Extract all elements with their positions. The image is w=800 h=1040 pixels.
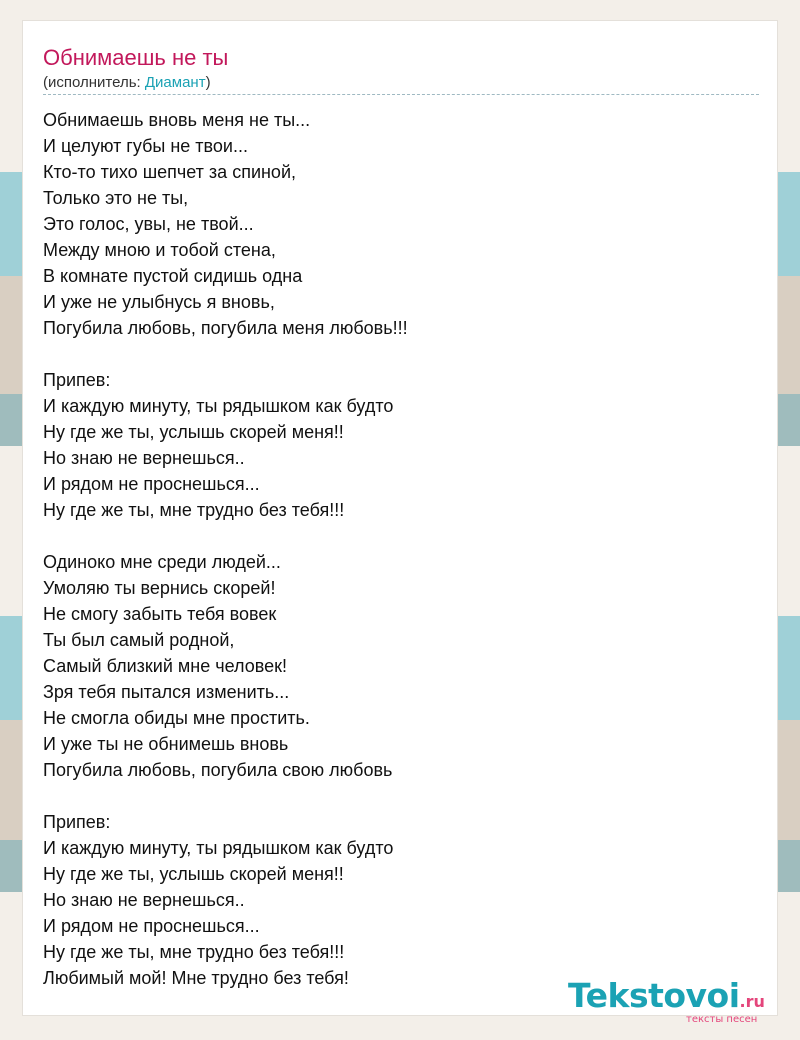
lyric-line: Зря тебя пытался изменить... [43, 682, 290, 702]
lyrics-card [22, 20, 778, 1025]
lyric-line: Одиноко мне среди людей... [43, 552, 281, 572]
lyric-line: Ну где же ты, услышь скорей меня!! [43, 422, 344, 442]
artist-line [43, 73, 211, 93]
lyric-blank-line [43, 523, 759, 549]
lyric-line: И рядом не проснешься... [43, 474, 260, 494]
logo-main-text: Tekstovoi [568, 976, 740, 1015]
artist-suffix: ) [205, 74, 211, 91]
lyric-line: Ну где же ты, мне трудно без тебя!!! [43, 942, 345, 962]
lyric-line: Погубила любовь, погубила свою любовь [43, 760, 393, 780]
lyric-line: Ты был самый родной, [43, 630, 235, 650]
lyric-line: И каждую минуту, ты рядышком как будто [43, 838, 394, 858]
lyric-line: Не смогла обиды мне простить. [43, 708, 310, 728]
lyric-line: Погубила любовь, погубила меня любовь!!! [43, 318, 408, 338]
lyric-line: Ну где же ты, услышь скорей меня!! [43, 864, 344, 884]
artist-link[interactable]: Диамант [144, 74, 206, 91]
lyric-line: Самый близкий мне человек! [43, 656, 287, 676]
lyric-line: Между мною и тобой стена, [43, 240, 276, 260]
lyric-line: В комнате пустой сидишь одна [43, 266, 303, 286]
lyric-line: И целуют губы не твои... [43, 136, 248, 156]
lyric-line: Любимый мой! Мне трудно без тебя! [43, 968, 349, 988]
lyric-line: Припев: [43, 370, 111, 390]
lyric-line: Не смогу забыть тебя вовек [43, 604, 277, 624]
lyric-line: Припев: [43, 812, 111, 832]
logo-tld: .ru [739, 992, 765, 1011]
lyric-line: Только это не ты, [43, 188, 189, 208]
lyric-line: Ну где же ты, мне трудно без тебя!!! [43, 500, 345, 520]
site-logo[interactable] [568, 977, 778, 1033]
lyric-line: И каждую минуту, ты рядышком как будто [43, 396, 394, 416]
lyric-line: И уже ты не обнимешь вновь [43, 734, 289, 754]
lyric-line: Это голос, увы, не твой... [43, 214, 254, 234]
logo-tagline: тексты песен [686, 1014, 758, 1025]
artist-prefix: (исполнитель: [43, 74, 145, 91]
lyric-line: И рядом не проснешься... [43, 916, 260, 936]
lyrics-text [43, 107, 759, 991]
lyric-line: Обнимаешь вновь меня не ты... [43, 110, 311, 130]
lyric-line: Кто-то тихо шепчет за спиной, [43, 162, 297, 182]
lyric-blank-line [43, 341, 759, 367]
lyric-line: Но знаю не вернешься.. [43, 448, 245, 468]
lyric-line: Умоляю ты вернись скорей! [43, 578, 276, 598]
lyric-line: И уже не улыбнусь я вновь, [43, 292, 275, 312]
song-title: Обнимаешь не ты [43, 45, 229, 70]
title-divider [43, 94, 759, 95]
lyric-blank-line [43, 783, 759, 809]
lyric-line: Но знаю не вернешься.. [43, 890, 245, 910]
